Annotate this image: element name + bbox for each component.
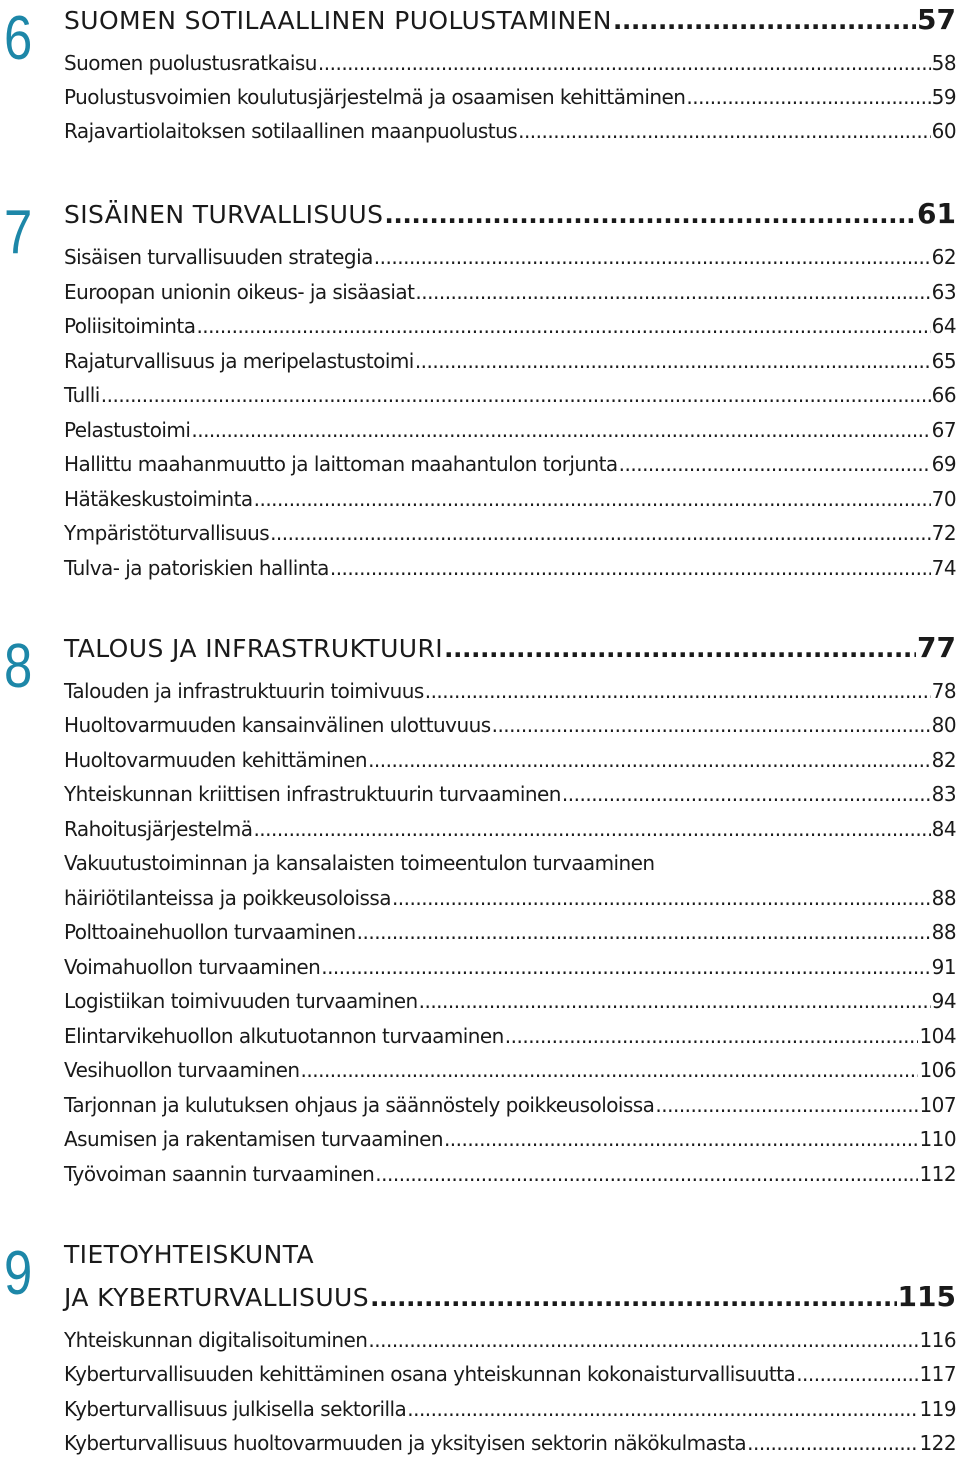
toc-entry[interactable]: Asumisen ja rakentamisen turvaaminen ..... 110 bbox=[64, 1122, 956, 1156]
chapter-number: 6 bbox=[4, 4, 33, 73]
toc-entry[interactable]: Hätäkeskustoiminta ..... 70 bbox=[64, 482, 956, 516]
toc-entry[interactable]: Tarjonnan ja kulutuksen ohjaus ja säännöstely poikkeusoloissa ..... 107 bbox=[64, 1088, 956, 1122]
page-number: 61 bbox=[917, 197, 956, 230]
toc-entry[interactable]: Kyberturvallisuus huoltovarmuuden ja yksityisen sektorin näkökulmasta ..... 122 bbox=[64, 1426, 956, 1460]
toc-entry[interactable]: Polttoainehuollon turvaaminen ..... 88 bbox=[64, 915, 956, 949]
toc-entry[interactable]: Voimahuollon turvaaminen ..... 91 bbox=[64, 950, 956, 984]
toc-entry[interactable]: Rahoitusjärjestelmä ..... 84 bbox=[64, 812, 956, 846]
toc-entry[interactable]: Talouden ja infrastruktuurin toimivuus ..... 78 bbox=[64, 674, 956, 708]
toc-chapter-heading[interactable]: TALOUS JA INFRASTRUKTUURI ..... 77 bbox=[64, 630, 956, 666]
toc-entry[interactable]: Rajaturvallisuus ja meripelastustoimi ..... 65 bbox=[64, 344, 956, 378]
toc-entry[interactable]: Rajavartiolaitoksen sotilaallinen maanpuolustus ..... 60 bbox=[64, 114, 956, 148]
chapter-number: 8 bbox=[4, 632, 33, 701]
page-number: 115 bbox=[897, 1280, 956, 1313]
toc-entry[interactable]: Huoltovarmuuden kansainvälinen ulottuvuus ..... 80 bbox=[64, 708, 956, 742]
chapter-number: 7 bbox=[4, 198, 33, 267]
toc-entry[interactable]: Suomen puolustusratkaisu ..... 58 bbox=[64, 46, 956, 80]
toc-entry[interactable]: Pelastustoimi ..... 67 bbox=[64, 413, 956, 447]
chapter-number: 9 bbox=[4, 1239, 33, 1308]
toc-entry[interactable]: Sisäisen turvallisuuden strategia ..... 62 bbox=[64, 240, 956, 274]
toc-entry[interactable]: Yhteiskunnan digitalisoituminen ..... 116 bbox=[64, 1323, 956, 1357]
toc-chapter-heading-line1[interactable]: TIETOYHTEISKUNTA bbox=[64, 1240, 314, 1269]
toc-entry[interactable]: Logistiikan toimivuuden turvaaminen ..... 94 bbox=[64, 984, 956, 1018]
toc-entry[interactable]: häiriötilanteissa ja poikkeusoloissa ..... 88 bbox=[64, 881, 956, 915]
page-number: 77 bbox=[917, 631, 956, 664]
toc-entry[interactable]: Työvoiman saannin turvaaminen ..... 112 bbox=[64, 1157, 956, 1191]
toc-chapter-heading[interactable]: JA KYBERTURVALLISUUS ..... 115 bbox=[64, 1279, 956, 1315]
toc-entry[interactable]: Huoltovarmuuden kehittäminen ..... 82 bbox=[64, 743, 956, 777]
toc-chapter-heading[interactable]: SUOMEN SOTILAALLINEN PUOLUSTAMINEN ..... 57 bbox=[64, 2, 956, 38]
toc-entry[interactable]: Yhteiskunnan kriittisen infrastruktuurin turvaaminen ..... 83 bbox=[64, 777, 956, 811]
toc-chapter-heading[interactable]: SISÄINEN TURVALLISUUS ..... 61 bbox=[64, 196, 956, 232]
toc-entry[interactable]: Kyberturvallisuus julkisella sektorilla ..... 119 bbox=[64, 1392, 956, 1426]
page-number: 57 bbox=[917, 3, 956, 36]
toc-entry[interactable]: Puolustusvoimien koulutusjärjestelmä ja osaamisen kehittäminen ..... 59 bbox=[64, 80, 956, 114]
toc-entry[interactable]: Vesihuollon turvaaminen ..... 106 bbox=[64, 1053, 956, 1087]
toc-entry[interactable]: Elintarvikehuollon alkutuotannon turvaaminen ..... 104 bbox=[64, 1019, 956, 1053]
toc-entry[interactable]: Hallittu maahanmuutto ja laittoman maahantulon torjunta ..... 69 bbox=[64, 447, 956, 481]
toc-entry[interactable]: Euroopan unionin oikeus- ja sisäasiat ..... 63 bbox=[64, 275, 956, 309]
toc-entry[interactable]: Poliisitoiminta ..... 64 bbox=[64, 309, 956, 343]
toc-entry[interactable]: Tulva- ja patoriskien hallinta ..... 74 bbox=[64, 551, 956, 585]
toc-entry[interactable]: Tulli ..... 66 bbox=[64, 378, 956, 412]
toc-entry-line1[interactable]: Vakuutustoiminnan ja kansalaisten toimeentulon turvaaminen bbox=[64, 851, 655, 875]
toc-entry[interactable]: Ympäristöturvallisuus ..... 72 bbox=[64, 516, 956, 550]
toc-entry[interactable]: Kyberturvallisuuden kehittäminen osana yhteiskunnan kokonaisturvallisuutta ..... 117 bbox=[64, 1357, 956, 1391]
